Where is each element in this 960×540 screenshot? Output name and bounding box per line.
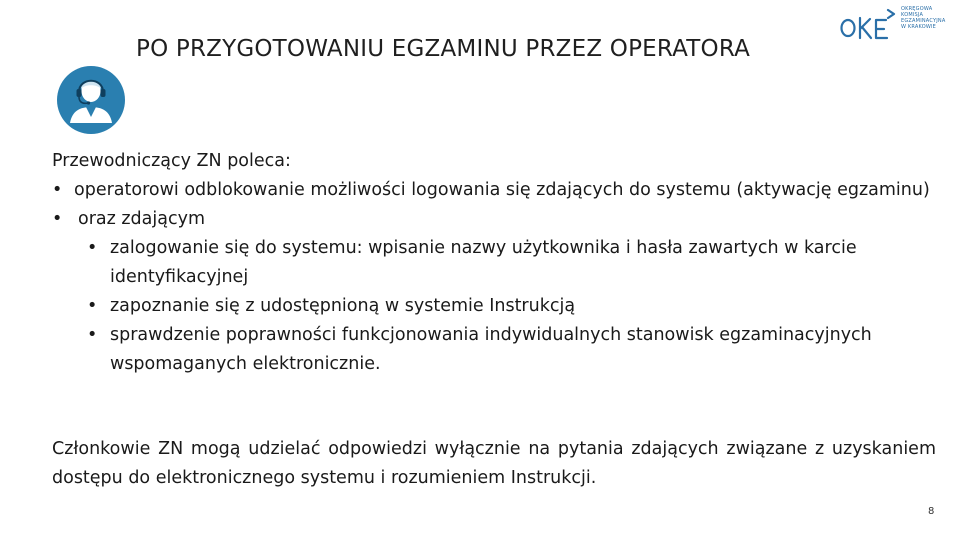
intro-text: Przewodniczący ZN poleca:: [52, 151, 291, 171]
sub-instruction-list: [52, 234, 942, 379]
sub-list-item: • sprawdzenie poprawności funkcjonowania indywidualnych stanowisk egzaminacyjnych wspomaganych elektronicznie.: [52, 321, 942, 379]
page-number: 8: [928, 506, 935, 517]
sub-list-item: • zalogowanie się do systemu: wpisanie nazwy użytkownika i hasła zawartych w karcie identyfikacyjnej: [52, 234, 942, 292]
list-item: • operatorowi odblokowanie możliwości logowania się zdających do systemu (aktywację egzaminu): [52, 176, 942, 205]
logo-text: OKRĘGOWA KOMISJA EGZAMINACYJNA W KRAKOWIE: [901, 6, 946, 30]
page-title: PO PRZYGOTOWANIU EGZAMINU PRZEZ OPERATORA: [136, 36, 751, 62]
instruction-list: [52, 176, 942, 234]
sub-list-item: • zapoznanie się z udostępnioną w systemie Instrukcją: [52, 292, 942, 321]
committee-note: Członkowie ZN mogą udzielać odpowiedzi wyłącznie na pytania zdających związane z uzyskaniem dostępu do elektronicznego systemu i rozumieniem Instrukcji.: [52, 439, 936, 488]
instructions-block: [52, 147, 942, 379]
person-with-headset-icon: [56, 65, 126, 135]
list-item: • oraz zdającym: [52, 205, 942, 234]
